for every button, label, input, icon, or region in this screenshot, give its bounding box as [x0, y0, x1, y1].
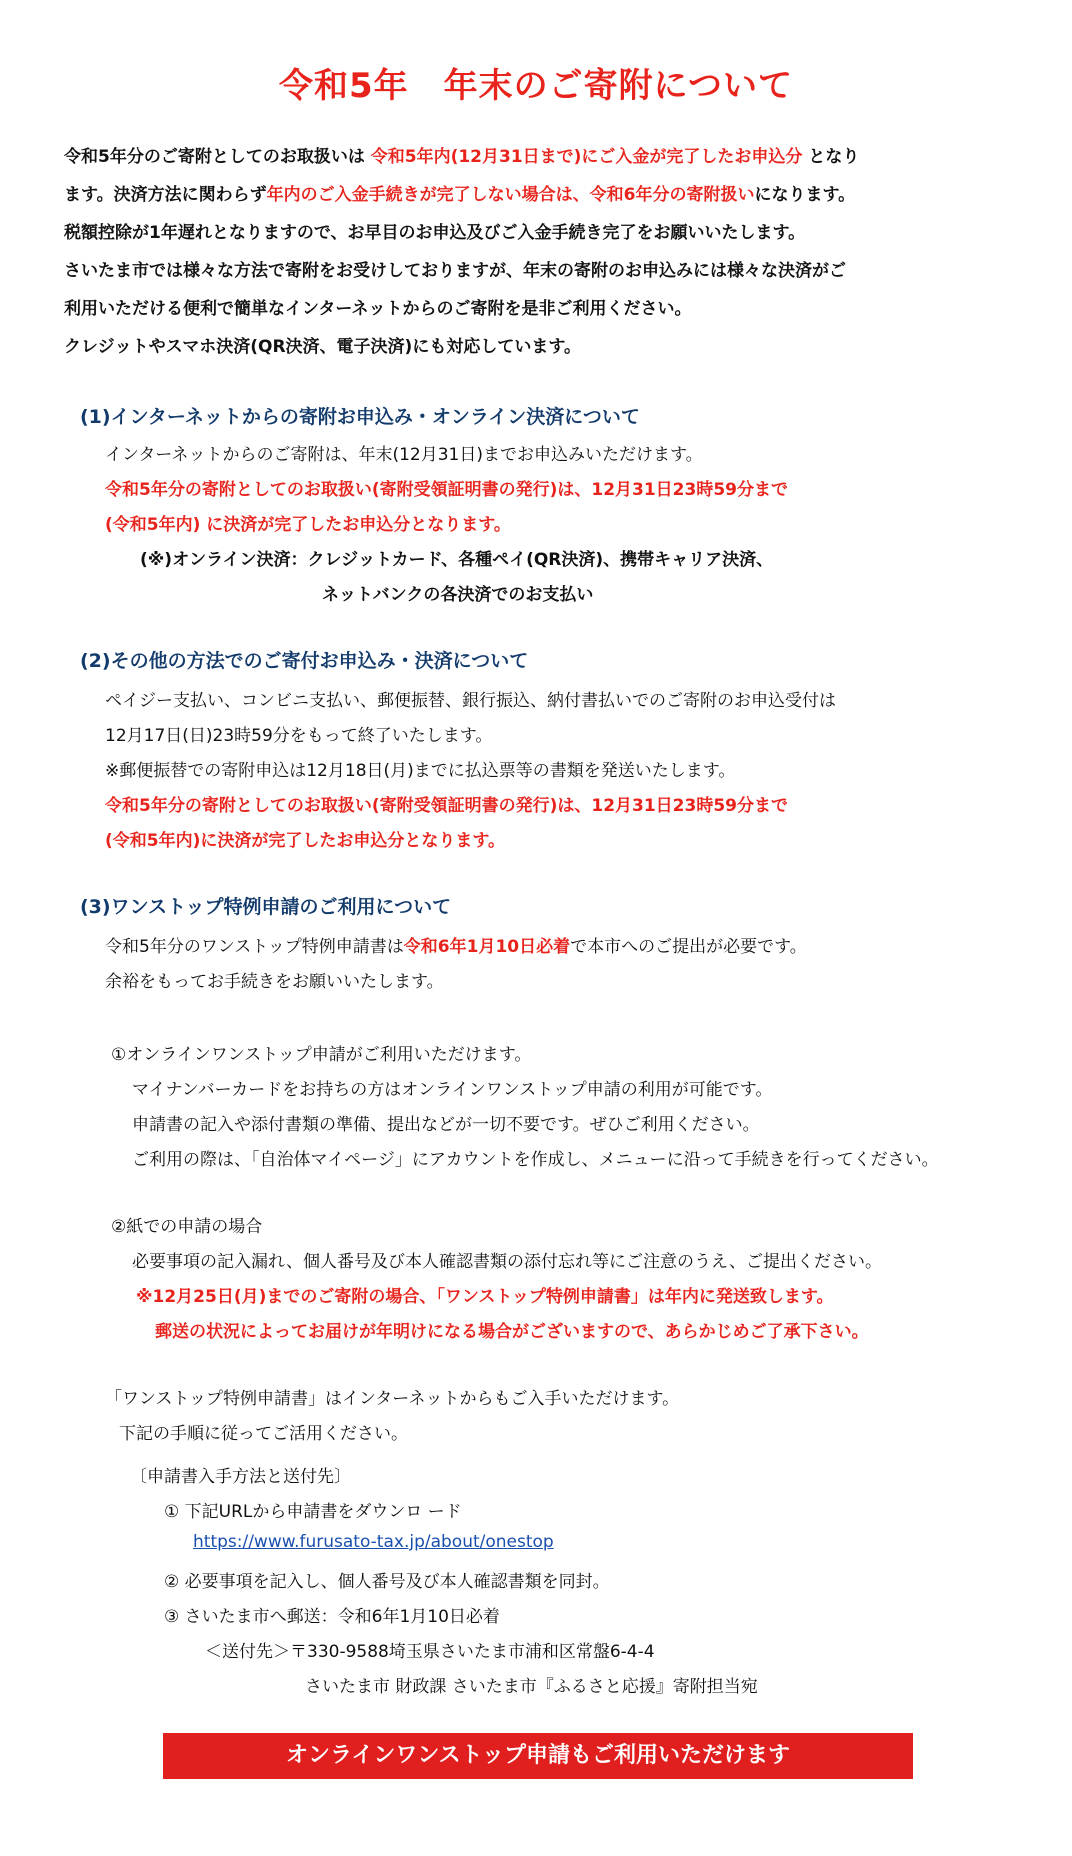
section-1-notice: 令和5年分の寄附としてのお取扱い(寄附受領証明書の発行)は、12月31日23時59分まで	[105, 480, 788, 500]
intro-line-1	[64, 142, 859, 167]
intro-text: ます。決済方法に関わらず	[64, 185, 267, 205]
section-3-line	[105, 932, 807, 957]
intro-line-5: 利用いただける便利で簡単なインターネットからのご寄附を是非ご利用ください。	[64, 299, 692, 319]
paper-option-notice: ※12月25日(月)までのご寄附の場合、「ワンストップ特例申請書」は年内に発送致します。	[136, 1287, 834, 1307]
intro-line-2	[64, 180, 855, 205]
web-form-line: 「ワンストップ特例申請書」はインターネットからもご入手いただけます。	[105, 1389, 680, 1409]
paper-option-line: 必要事項の記入漏れ、個人番号及び本人確認書類の添付忘れ等にご注意のうえ、ご提出ください。	[132, 1252, 883, 1272]
online-option-line: 申請書の記入や添付書類の準備、提出などが一切不要です。ぜひご利用ください。	[132, 1115, 760, 1135]
section-1-heading: (1)インターネットからの寄附お申込み・オンライン決済について	[80, 406, 640, 428]
procedure-step-2: ② 必要事項を記入し、個人番号及び本人確認書類を同封。	[164, 1572, 610, 1592]
section-1-note: ネットバンクの各決済でのお支払い	[322, 585, 594, 605]
web-form-line: 下記の手順に従ってご活用ください。	[119, 1424, 408, 1444]
intro-line-4: さいたま市では様々な方法で寄附をお受けしておりますが、年末の寄附のお申込みには様々な決済がご	[64, 261, 846, 281]
online-option-title: ①オンラインワンストップ申請がご利用いただけます。	[111, 1045, 532, 1065]
section-2-heading: (2)その他の方法でのご寄付お申込み・決済について	[80, 650, 529, 672]
section-1-line: インターネットからのご寄附は、年末(12月31日)までお申込みいただけます。	[105, 445, 703, 465]
intro-text: となり	[802, 147, 860, 167]
section-3-text: で本市へのご提出が必要です。	[570, 937, 807, 957]
section-2-line: 12月17日(日)23時59分をもって終了いたします。	[105, 726, 493, 746]
paper-option-notice: 郵送の状況によってお届けが年明けになる場合がございますので、あらかじめご了承下さい。	[155, 1322, 869, 1342]
online-option-line: ご利用の際は、「自治体マイページ」にアカウントを作成し、メニューに沿って手続きを行ってください。	[132, 1150, 939, 1170]
deadline-highlight: 令和6年1月10日必着	[403, 937, 571, 957]
intro-highlight: 令和5年内(12月31日まで)にご入金が完了したお申込分	[370, 147, 803, 167]
online-option-line: マイナンバーカードをお持ちの方はオンラインワンストップ申請の利用が可能です。	[132, 1080, 773, 1100]
section-3-heading: (3)ワンストップ特例申請のご利用について	[80, 896, 452, 918]
procedure-heading: 〔申請書入手方法と送付先〕	[130, 1467, 351, 1487]
intro-text: 令和5年分のご寄附としてのお取扱いは	[64, 147, 371, 167]
intro-line-3: 税額控除が1年遅れとなりますので、お早目のお申込及びご入金手続き完了をお願いいたします。	[64, 223, 806, 243]
intro-highlight: 年内のご入金手続きが完了しない場合は、令和6年分の寄附扱い	[266, 185, 755, 205]
section-2-line: ペイジー支払い、コンビニ支払い、郵便振替、銀行振込、納付書払いでのご寄附のお申込受付は	[105, 691, 836, 711]
section-2-line: ※郵便振替での寄附申込は12月18日(月)までに払込票等の書類を発送いたします。	[105, 761, 736, 781]
onestop-url-link[interactable]: https://www.furusato-tax.jp/about/onestop	[193, 1532, 554, 1552]
section-2-notice: 令和5年分の寄附としてのお取扱い(寄附受領証明書の発行)は、12月31日23時59分まで	[105, 796, 788, 816]
intro-text: になります。	[754, 185, 856, 205]
intro-line-6: クレジットやスマホ決済(QR決済、電子決済)にも対応しています。	[64, 337, 581, 357]
section-1-note: (※)オンライン決済：クレジットカード、各種ペイ(QR決済)、携帯キャリア決済、	[140, 550, 774, 570]
section-2-notice: (令和5年内)に決済が完了したお申込分となります。	[105, 831, 506, 851]
paper-option-title: ②紙での申請の場合	[111, 1217, 263, 1237]
section-1-notice: (令和5年内) に決済が完了したお申込分となります。	[105, 515, 511, 535]
section-3-line: 余裕をもってお手続きをお願いいたします。	[105, 972, 444, 992]
procedure-step-1: ① 下記URLから申請書をダウンロ ード	[164, 1502, 462, 1522]
section-3-text: 令和5年分のワンストップ特例申請書は	[105, 937, 404, 957]
send-address: ＜送付先＞〒330-9588埼玉県さいたま市浦和区常盤6-4-4	[205, 1642, 655, 1662]
page-title: 令和5年 年末のご寄附について	[279, 66, 793, 106]
send-address-recipient: さいたま市 財政課 さいたま市『ふるさと応援』寄附担当宛	[305, 1677, 758, 1697]
procedure-step-3: ③ さいたま市へ郵送：令和6年1月10日必着	[164, 1607, 500, 1627]
online-onestop-banner[interactable]: オンラインワンストップ申請もご利用いただけます	[163, 1733, 913, 1779]
